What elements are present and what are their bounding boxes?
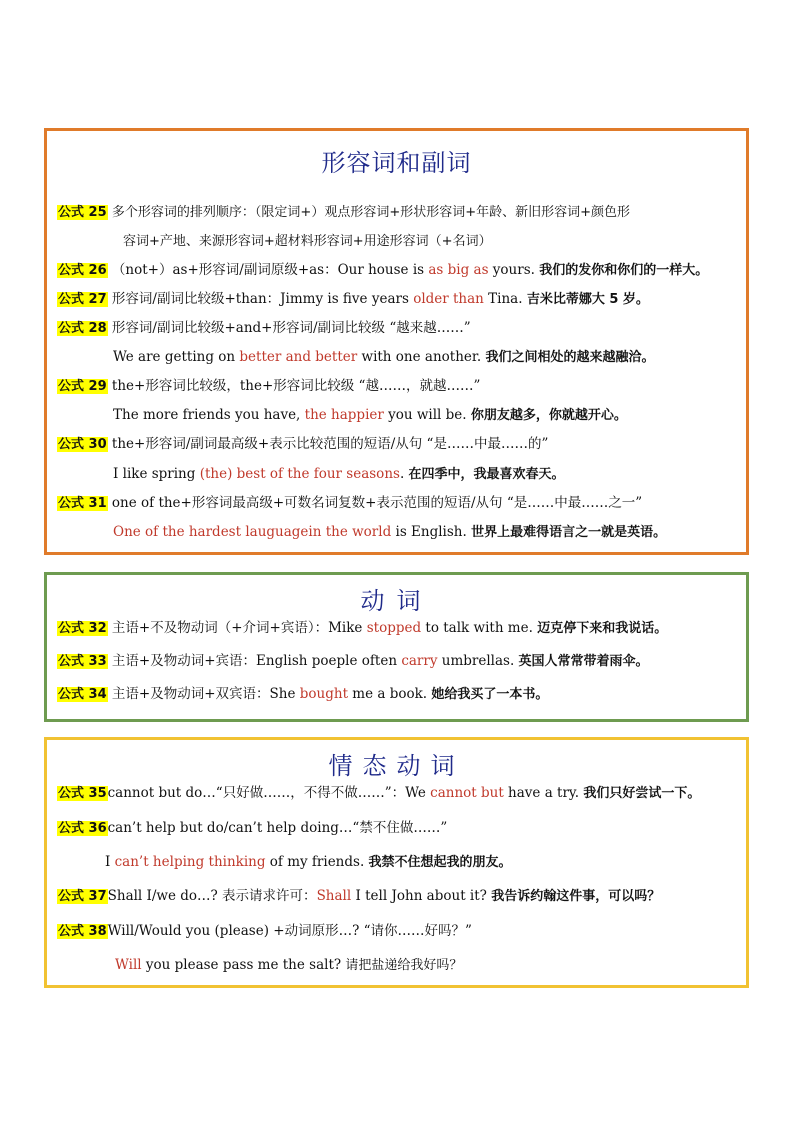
adjective-adverb-section bbox=[44, 128, 749, 555]
section-title: 情态动词 bbox=[328, 752, 465, 780]
formula-28: 公式 28 形容词/副词比较级+and+形容词/副词比较级 “越来越……” bbox=[58, 320, 471, 336]
section-title: 形容词和副词 bbox=[321, 149, 472, 177]
formula-rule: 多个形容词的排列顺序：（限定词+）观点形容词+形状形容词+年龄、新旧形容词+颜色形 bbox=[111, 205, 630, 220]
verb-section bbox=[44, 572, 749, 722]
formula-36-example: I can’t helping thinking of my friends. 我禁不住想起我的朋友。 bbox=[105, 854, 512, 870]
section-title: 动词 bbox=[360, 587, 433, 615]
formula-31-example: One of the hardest lauguagein the world is English. 世界上最难得语言之一就是英语。 bbox=[113, 524, 667, 540]
formula-25-cont: 容词+产地、来源形容词+超材料形容词+用途形容词（+名词） bbox=[123, 234, 492, 249]
formula-29: 公式 29 the+形容词比较级，the+形容词比较级 “越……，就越……” bbox=[58, 378, 481, 394]
formula-38: 公式 38Will/Would you (please) +动词原形…? “请你……好吗？” bbox=[58, 923, 472, 939]
formula-29-example: The more friends you have, the happier you will be. 你朋友越多，你就越开心。 bbox=[113, 407, 627, 423]
formula-26: 公式 26 （not+）as+形容词/副词原级+as：Our house is as big as yours. 我们的发你和你们的一样大。 bbox=[58, 262, 709, 278]
formula-36: 公式 36can’t help but do/can’t help doing…“禁不住做……” bbox=[58, 820, 448, 836]
formula-34: 公式 34 主语+及物动词+双宾语：She bought me a book. 她给我买了一本书。 bbox=[58, 686, 549, 702]
formula-30-example: I like spring (the) best of the four seasons. 在四季中，我最喜欢春天。 bbox=[113, 466, 565, 482]
formula-28-example: We are getting on better and better with one another. 我们之间相处的越来越融洽。 bbox=[113, 349, 655, 365]
formula-31: 公式 31 one of the+形容词最高级+可数名词复数+表示范围的短语/从句 “是……中最……之一” bbox=[58, 495, 643, 511]
formula-37: 公式 37Shall I/we do…? 表示请求许可：Shall I tell John about it? 我告诉约翰这件事，可以吗？ bbox=[58, 888, 661, 904]
formula-27: 公式 27 形容词/副词比较级+than：Jimmy is five years older than Tina. 吉米比蒂娜大 5 岁。 bbox=[58, 291, 649, 307]
formula-33: 公式 33 主语+及物动词+宾语：English poeple often carry umbrellas. 英国人常常带着雨伞。 bbox=[58, 653, 649, 669]
modal-verb-section bbox=[44, 737, 749, 988]
formula-32: 公式 32 主语+不及物动词（+介词+宾语）：Mike stopped to talk with me. 迈克停下来和我说话。 bbox=[58, 620, 668, 636]
formula-35: 公式 35cannot but do…“只好做……，不得不做……”：We cannot but have a try. 我们只好尝试一下。 bbox=[58, 785, 701, 801]
formula-38-example: Will you please pass me the salt? 请把盐递给我好吗？ bbox=[115, 957, 463, 973]
formula-tag: 公式 25 bbox=[58, 205, 107, 220]
formula-25 bbox=[57, 202, 738, 223]
formula-30: 公式 30 the+形容词/副词最高级+表示比较范围的短语/从句 “是……中最……的” bbox=[58, 436, 549, 452]
